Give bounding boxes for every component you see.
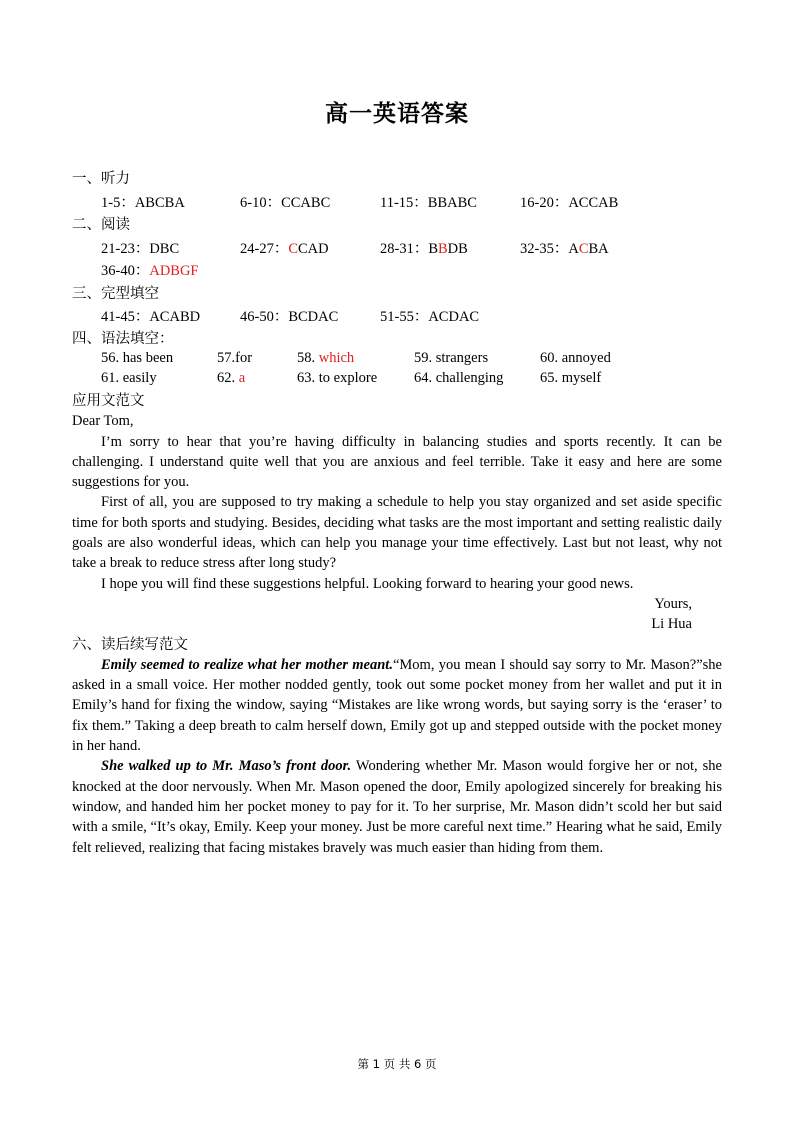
page-footer: 第 1 页 共 6 页 xyxy=(357,1057,437,1071)
writing-heading: 应用文范文 xyxy=(72,393,145,409)
letter-paragraph-3: I hope you will find these suggestions helpful. Looking forward to hearing your good news. xyxy=(101,575,634,592)
answer-36-40 xyxy=(101,259,199,280)
answer-58-label: 58. xyxy=(297,350,319,366)
answer-63: 63. to explore xyxy=(297,370,378,386)
answer-21-23: 21-23：DBC xyxy=(101,241,180,257)
answer-16-20: 16-20：ACCAB xyxy=(520,195,619,211)
listening-heading: 一、听力 xyxy=(72,171,130,187)
answer-6-10: 6-10：CCABC xyxy=(240,195,331,211)
answer-24-27 xyxy=(240,237,329,258)
answer-60: 60. annoyed xyxy=(540,350,611,366)
answer-32-35-label: 32-35：A xyxy=(520,241,579,257)
cloze-heading: 三、完型填空 xyxy=(72,286,159,302)
answer-57: 57.for xyxy=(217,350,253,366)
continuation-paragraph-1 xyxy=(72,655,722,756)
continuation-paragraph-1-lead: Emily seemed to realize what her mother meant. xyxy=(101,656,393,673)
answer-61: 61. easily xyxy=(101,370,157,386)
answer-24-27-label: 24-27： xyxy=(240,241,289,257)
letter-paragraph-1: I’m sorry to hear that you’re having difficulty in balancing studies and sports recently. It can be challenging. I understand quite well that you are anxious and feel terrible. Take it easy and here are some suggestions for you. xyxy=(72,433,722,491)
answer-58-highlight: which xyxy=(318,350,355,366)
continuation-heading: 六、读后续写范文 xyxy=(72,636,188,653)
answer-28-31-label: 28-31：B xyxy=(380,241,438,257)
answer-11-15: 11-15：BBABC xyxy=(380,195,477,211)
grammar-heading: 四、语法填空： xyxy=(72,331,174,347)
answer-1-5: 1-5：ABCBA xyxy=(101,195,185,211)
answer-36-40-label: 36-40： xyxy=(101,263,150,279)
answer-24-27-rest: CAD xyxy=(298,241,329,257)
answer-64: 64. challenging xyxy=(414,370,504,386)
letter-signature: Li Hua xyxy=(651,616,692,633)
answer-41-45: 41-45：ACABD xyxy=(101,309,201,325)
answer-58 xyxy=(297,350,354,367)
answer-62-highlight: a xyxy=(238,370,246,386)
page-title: 高一英语答案 xyxy=(325,101,469,127)
letter-paragraph-2: First of all, you are supposed to try making a schedule to help you stay organized and set aside specific time for both sports and studying. Besides, deciding what tasks are the most important and setting realistic daily goals are also wonderful ideas, which can help you manage your time effectively. Last but not least, why not take a break to reduce stress after long study? xyxy=(72,494,722,572)
answer-32-35-highlight: C xyxy=(578,241,589,257)
continuation-paragraph-2 xyxy=(72,756,722,857)
continuation-paragraph-1-body: “Mom, you mean I should say sorry to Mr. Mason?”she asked in a small voice. Her mother nodded gently, took out some pocket money from her wallet and put it in Emily’s hand for fixing the window, saying “Mistakes are like wrong words, but saying sorry is the ‘eraser’ to fix them.” Taking a deep breath to calm herself down, Emily got up and stepped outside with the pocket money in her hand. xyxy=(72,656,722,755)
answer-62-label: 62. xyxy=(217,370,239,386)
practical-writing-sample xyxy=(72,391,722,858)
letter-closing: Yours, xyxy=(654,595,692,612)
answer-28-31-rest: DB xyxy=(447,241,468,257)
answer-51-55: 51-55：ACDAC xyxy=(380,309,480,325)
answer-32-35 xyxy=(520,237,609,258)
letter-salutation: Dear Tom, xyxy=(72,413,134,430)
answer-56: 56. has been xyxy=(101,350,174,366)
reading-heading: 二、阅读 xyxy=(72,217,130,233)
answer-24-27-highlight: C xyxy=(288,241,299,257)
continuation-paragraph-2-lead: She walked up to Mr. Maso’s front door. xyxy=(101,758,352,775)
answer-65: 65. myself xyxy=(540,370,602,386)
answer-36-40-highlight: ADBGF xyxy=(149,263,199,279)
answer-28-31-highlight: B xyxy=(438,241,448,257)
answer-28-31 xyxy=(380,237,468,258)
answer-62 xyxy=(217,370,245,387)
answer-46-50: 46-50：BCDAC xyxy=(240,309,339,325)
answer-32-35-rest: BA xyxy=(588,241,609,257)
continuation-paragraph-2-body: Wondering whether Mr. Mason would forgive her or not, she knocked at the door nervously. When Mr. Mason opened the door, Emily apologized sincerely for breaking his window, and handed him her pocket money to pay for it. To her surprise, Mr. Mason didn’t scold her but said with a smile, “It’s okay, Emily. Keep your money. Just be more careful next time.” Hearing what he said, Emily felt relieved, realizing that facing mistakes bravely was much easier than hiding from them. xyxy=(72,758,722,856)
answer-59: 59. strangers xyxy=(414,350,489,366)
